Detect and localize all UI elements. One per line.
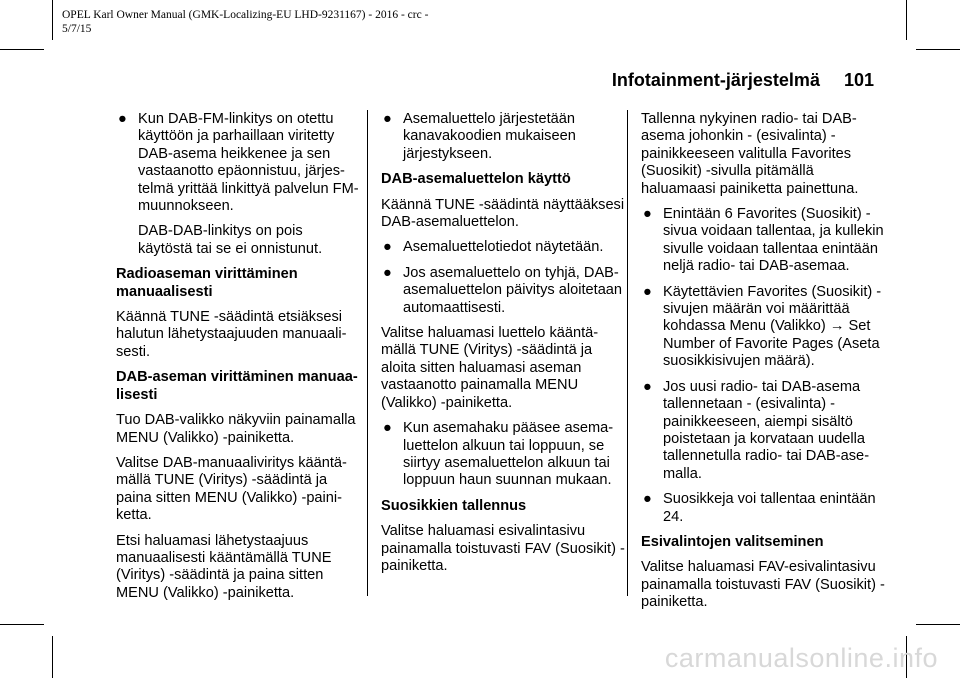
paragraph: Käännä TUNE -säädintä näyttääksesi DAB-asemaluettelon. (381, 196, 625, 231)
column-1 (116, 111, 360, 610)
list-item-text: Asemaluettelotiedot näytetään. (403, 239, 604, 256)
list-item (641, 379, 887, 483)
paragraph: Etsi haluamasi lähetystaajuus manuaalisesti kääntämällä TUNE (Viritys) -säädintä ja paina sitten MENU (Valikko) -painiketta. (116, 532, 332, 601)
bullet-icon: ● (383, 420, 392, 437)
indented-paragraph: DAB-DAB-linkitys on pois käytöstä tai se ei onnistunut. (138, 223, 323, 257)
bullet-icon: ● (383, 239, 392, 256)
paragraph: Valitse haluamasi FAV-esivalintasivu painamalla toistuvasti FAV (Suosikit) -painiketta. (641, 559, 885, 611)
list-item-text: Enintään 6 Favorites (Suosikit) -sivua voidaan tallentaa, ja kullekin sivulle voidaan tallentaa enintään neljä radio- tai DAB-asemaa. (663, 206, 884, 275)
bullet-list (381, 111, 627, 163)
bullet-icon: ● (643, 378, 652, 395)
list-item (641, 284, 887, 371)
watermark: carmanualsonline.info (664, 643, 938, 673)
column-3 (641, 111, 887, 620)
bullet-list (641, 206, 887, 526)
document-meta (62, 8, 428, 36)
crop-mark-top-right (906, 0, 907, 40)
list-item (381, 420, 627, 490)
list-item-text: Käytettävien Favorites (Suosikit) -sivujen määrän voi määrittää kohdassa Menu (Valikko) → Set Number of Favorite Pages (Aseta suosikkisivujen määrä). (663, 283, 882, 370)
list-item (381, 239, 627, 256)
bullet-list (116, 111, 360, 215)
section-heading: DAB-aseman virittäminen manuaalisesti (116, 369, 358, 403)
list-item-text: Kun asemahaku pääsee asemaluettelon alkuun tai loppuun, se siirtyy asemaluettelon alkuun tai loppuun haun suunnan mukaan. (403, 420, 614, 489)
crop-mark-right-top (916, 49, 960, 50)
page-header (612, 70, 874, 91)
bullet-icon: ● (118, 111, 127, 127)
bullet-icon: ● (643, 283, 652, 300)
document-meta-line1: OPEL Karl Owner Manual (GMK-Localizing-EU LHD-9231167) - 2016 - crc - (62, 9, 429, 21)
section-heading: Radioaseman virittäminen manuaalisesti (116, 266, 298, 300)
page-number: 101 (843, 70, 874, 90)
bullet-icon: ● (643, 206, 652, 223)
bullet-icon: ● (383, 111, 392, 127)
list-item-text: Suosikkeja voi tallentaa enintään 24. (663, 491, 876, 525)
bullet-icon: ● (383, 264, 392, 281)
list-item-text: Jos uusi radio- tai DAB-asema tallennetaan - (esivalinta) -painikkeeseen, aiempi sisältö poistetaan ja korvataan uudella tallennetulla radio- tai DAB-asemalla. (663, 378, 870, 482)
list-item-text: Asemaluettelo järjestetään kanavakoodien mukaiseen järjestykseen. (403, 111, 576, 162)
crop-mark-top-left (52, 0, 53, 40)
list-item (641, 491, 887, 526)
document-meta-line2: 5/7/15 (62, 23, 92, 35)
section-heading: DAB-asemaluettelon käyttö (381, 171, 571, 188)
crop-mark-left-bottom (0, 624, 44, 625)
column-divider-2 (627, 110, 628, 596)
paragraph: Valitse haluamasi luettelo kääntämällä TUNE (Viritys) -säädintä ja aloita sitten haluamasi aseman vastaanotto painamalla MENU (Valikko) -painiketta. (381, 325, 599, 411)
paragraph: Tuo DAB-valikko näkyviin painamalla MENU (Valikko) -painiketta. (116, 412, 356, 446)
column-divider-1 (367, 110, 368, 596)
crop-mark-right-bottom (916, 624, 960, 625)
paragraph: Valitse haluamasi esivalintasivu painamalla toistuvasti FAV (Suosikit) -painiketta. (381, 523, 625, 574)
bullet-list (381, 420, 627, 490)
section-heading: Suosikkien tallennus (381, 497, 527, 514)
section-title: Infotainment-järjestelmä (611, 70, 820, 90)
paragraph: Valitse DAB-manuaaliviritys kääntämällä TUNE (Viritys) -säädintä ja paina sitten MENU (Valikko) -painiketta. (116, 454, 347, 524)
crop-mark-bottom-left (52, 636, 53, 678)
paragraph: Tallenna nykyinen radio- tai DAB-asema johonkin - (esivalinta) -painikkeeseen valitulla Favorites (Suosikit) -sivulla pitämällä haluamaasi painiketta painettuna. (641, 111, 859, 197)
crop-mark-left-top (0, 49, 44, 50)
bullet-icon: ● (643, 491, 652, 508)
list-item-text: Jos asemaluettelo on tyhjä, DAB-asemaluettelon päivitys aloitetaan automaattisesti. (403, 264, 623, 316)
list-item (641, 206, 887, 276)
column-2 (381, 111, 627, 583)
section-heading: Esivalintojen valitseminen (641, 533, 824, 550)
list-item-text: Kun DAB-FM-linkitys on otettu käyttöön ja parhaillaan viritetty DAB-asema heikkenee ja sen vastaanotto epäonnistuu, järjestelmä yrittää linkittyä palvelun FM-muunnokseen. (138, 111, 359, 215)
list-item (381, 111, 627, 163)
list-item (381, 265, 627, 317)
paragraph: Käännä TUNE -säädintä etsiäksesi halutun lähetystaajuuden manuaalisesti. (116, 309, 347, 360)
list-item (116, 111, 360, 215)
bullet-list (381, 239, 627, 317)
